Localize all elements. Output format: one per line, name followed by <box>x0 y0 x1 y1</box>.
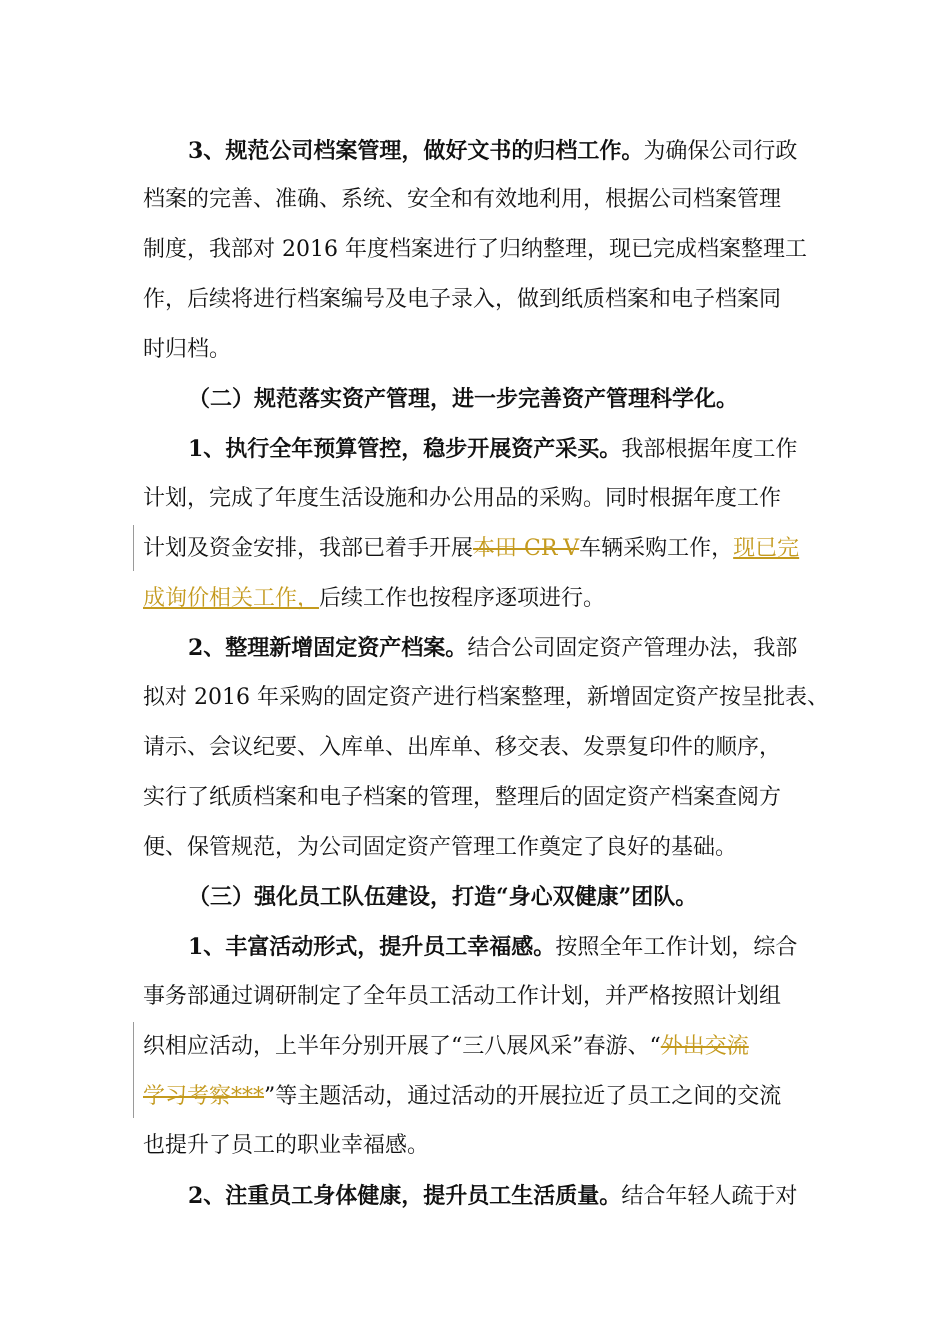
deleted-text: 本田 CR-V <box>473 536 580 561</box>
inserted-text: 成询价相关工作， <box>143 586 320 611</box>
section-heading <box>188 384 888 415</box>
paragraph-line <box>143 584 843 614</box>
paragraph-line <box>143 1082 843 1112</box>
paragraph-line: 事务部通过调研制定了全年员工活动工作计划，并严格按照计划组 <box>143 984 782 1009</box>
section-heading-text: （二）规范落实资产管理，进一步完善资产管理科学化。 <box>188 386 739 412</box>
body-text: ”等主题活动，通过活动的开展拉近了员工之间的交流 <box>264 1084 782 1109</box>
change-bar <box>133 525 134 571</box>
paragraph-line <box>188 136 888 167</box>
body-text: 为确保公司行政 <box>643 139 798 164</box>
paragraph-line <box>188 1181 888 1212</box>
body-text: 结合公司固定资产管理办法，我部 <box>467 636 798 661</box>
change-bar <box>133 1022 134 1118</box>
body-text: 结合年轻人疏于对 <box>621 1184 798 1209</box>
paragraph-line: 拟对 2016 年采购的固定资产进行档案整理，新增固定资产按呈批表、 <box>143 685 829 710</box>
section-heading-inline: 2、注重员工身体健康，提升员工生活质量。 <box>188 1183 622 1209</box>
body-text: 车辆采购工作， <box>579 536 734 561</box>
paragraph-line: 计划，完成了年度生活设施和办公用品的采购。同时根据年度工作 <box>143 486 782 511</box>
paragraph-line: 时归档。 <box>143 337 232 362</box>
section-heading-inline: 1、丰富活动形式，提升员工幸福感。 <box>188 934 556 960</box>
paragraph-line <box>188 434 888 465</box>
body-text: 计划及资金安排，我部已着手开展 <box>143 536 474 561</box>
body-text: 织相应活动，上半年分别开展了“三八展风采”春游、“ <box>143 1034 661 1059</box>
section-heading-inline: 规范公司档案管理，做好文书的归档工作。 <box>225 138 644 164</box>
paragraph-line: 请示、会议纪要、入库单、出库单、移交表、发票复印件的顺序， <box>143 735 782 760</box>
paragraph-line <box>188 633 888 664</box>
body-text: 我部根据年度工作 <box>621 437 798 462</box>
deleted-text: 外出交流 <box>660 1034 749 1059</box>
paragraph-line <box>143 534 843 564</box>
paragraph-line <box>188 932 888 963</box>
inserted-text: 现已完 <box>733 536 800 561</box>
paragraph-line: 也提升了员工的职业幸福感。 <box>143 1133 430 1158</box>
section-heading-inline: 2、整理新增固定资产档案。 <box>188 635 468 661</box>
section-heading-inline: 3、 <box>188 138 226 164</box>
section-heading-text: （三）强化员工队伍建设，打造“身心双健康”团队。 <box>188 884 698 910</box>
paragraph-line: 实行了纸质档案和电子档案的管理，整理后的固定资产档案查阅方 <box>143 785 782 810</box>
paragraph-line: 便、保管规范，为公司固定资产管理工作奠定了良好的基础。 <box>143 835 738 860</box>
paragraph-line: 制度，我部对 2016 年度档案进行了归纳整理，现已完成档案整理工 <box>143 237 807 262</box>
paragraph-line: 作，后续将进行档案编号及电子录入，做到纸质档案和电子档案同 <box>143 287 782 312</box>
body-text: 按照全年工作计划，综合 <box>555 935 798 960</box>
section-heading <box>188 882 888 913</box>
deleted-text: 学习考察*** <box>143 1084 265 1109</box>
paragraph-line <box>143 1032 843 1062</box>
section-heading-inline: 1、执行全年预算管控，稳步开展资产采买。 <box>188 436 622 462</box>
paragraph-line: 档案的完善、准确、系统、安全和有效地利用，根据公司档案管理 <box>143 187 782 212</box>
body-text: 后续工作也按程序逐项进行。 <box>319 586 606 611</box>
